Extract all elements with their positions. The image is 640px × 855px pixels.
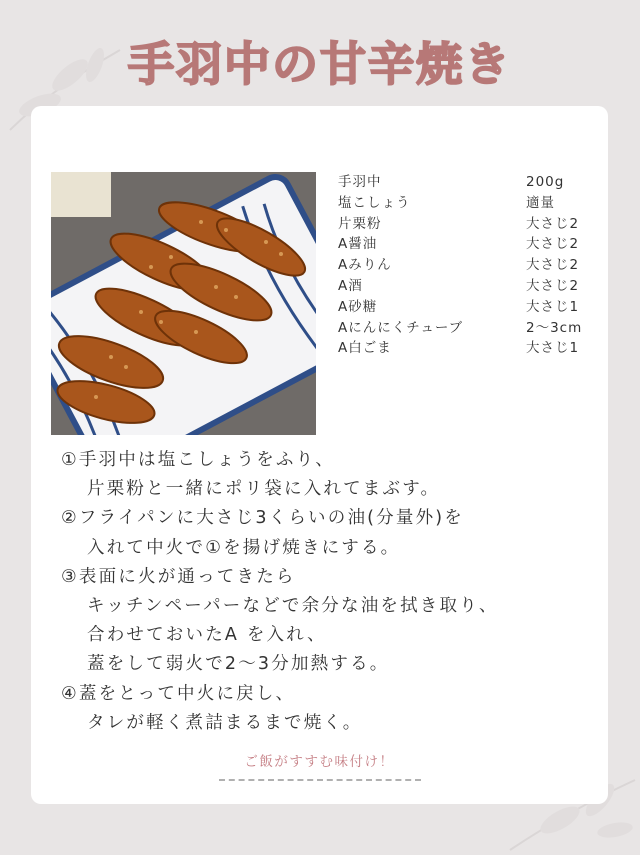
step-1-line: ①手羽中は塩こしょうをふり、: [61, 450, 335, 470]
ingredient-row: A醤油 大さじ2: [338, 236, 580, 253]
ingredient-row: Aみりん 大さじ2: [338, 257, 580, 274]
instructions: [61, 446, 601, 738]
step-1-line: 片栗粉と一緒にポリ袋に入れてまぶす。: [87, 479, 441, 500]
ingredient-row: 片栗粉 大さじ2: [338, 215, 580, 232]
ingredient-row: A砂糖 大さじ1: [338, 298, 580, 315]
ingredient-row: 塩こしょう 適量: [338, 194, 555, 211]
step-4-line: ④蓋をとって中火に戻し、: [61, 683, 296, 704]
page-title: 手羽中の甘辛焼き: [128, 37, 512, 91]
recipe-card: [31, 106, 608, 804]
step-3-line: 合わせておいたA を入れ、: [87, 625, 327, 646]
ingredient-row: Aにんにくチューブ 2～3cm: [338, 319, 583, 336]
ingredient-row: A酒 大さじ2: [338, 277, 580, 294]
ingredient-row: 手羽中 200g: [338, 174, 565, 190]
step-3-line: ③表面に火が通ってきたら: [61, 566, 296, 587]
step-3-line: キッチンペーパーなどで余分な油を拭き取り、: [87, 596, 499, 617]
dish-photo: [51, 172, 316, 435]
tagline: ご飯がすすむ味付け！: [244, 754, 395, 770]
step-2-line: 入れて中火で①を揚げ焼きにする。: [87, 537, 401, 558]
ingredient-row: A白ごま 大さじ1: [338, 340, 580, 357]
chicken-wings-photo-icon: [51, 172, 316, 435]
dashed-divider: [219, 779, 421, 781]
step-2-line: ②フライパンに大さじ3くらいの油(分量外)を: [61, 508, 465, 529]
ingredients-list: [338, 172, 588, 359]
step-4-line: タレが軽く煮詰まるまで焼く。: [87, 712, 363, 733]
step-3-line: 蓋をして弱火で2～3分加熱する。: [87, 654, 390, 675]
